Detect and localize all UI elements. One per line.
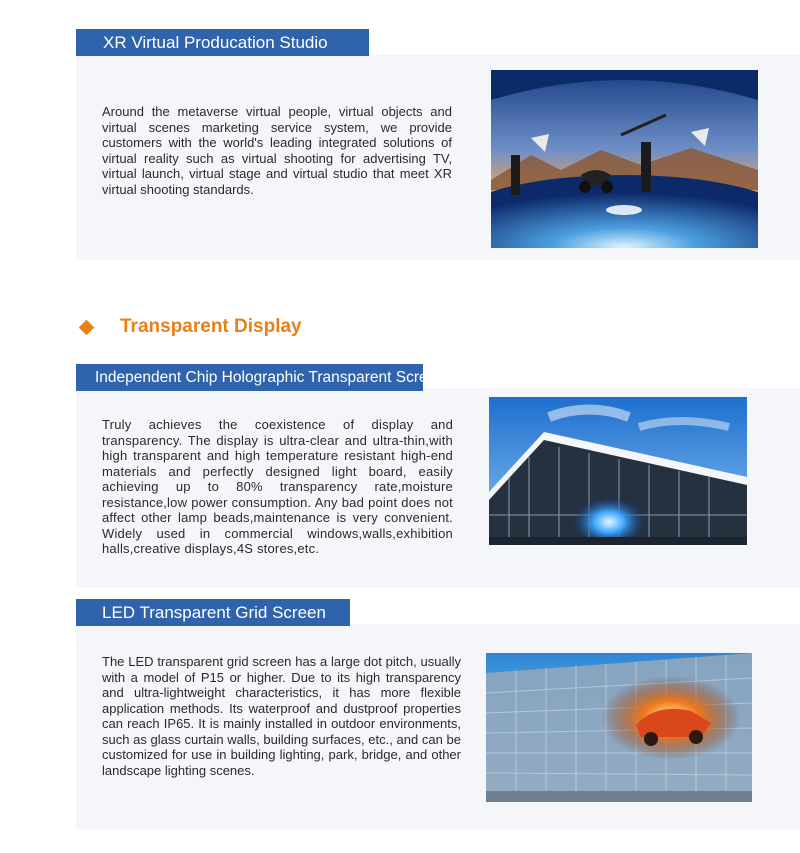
transparent-display-label: Transparent Display <box>120 316 302 337</box>
holographic-screen-tab-title <box>76 364 445 391</box>
holographic-screen-building-photo <box>489 397 747 545</box>
xr-studio-tab-title <box>76 29 369 56</box>
xr-studio-description: Around the metaverse virtual people, virtual objects and virtual scenes marketing service system, we provide customers with the world's leading integrated solutions of virtual reality such as virtual shooting for advertising TV, virtual launch, virtual stage and virtual studio that meet XR virtual shooting standards. <box>102 104 452 197</box>
grid-screen-description: The LED transparent grid screen has a large dot pitch, usually with a model of P15 or higher. Due to its high transparency and ultra-lightweight characteristics, it has more flexible application methods. Its waterproof and dustproof properties can reach IP65. It is mainly installed in outdoor environments, such as glass curtain walls, building surfaces, etc., and can be customized for use in building lighting, park, bridge, and other landscape lighting scenes. <box>102 654 461 778</box>
grid-screen-tab-label: LED Transparent Grid Screen <box>102 602 326 622</box>
transparent-display-heading <box>78 314 302 340</box>
xr-studio-photo <box>491 70 758 248</box>
holographic-screen-tab-label: Independent Chip Holographic Transparent Screen <box>95 368 445 386</box>
holographic-screen-description: Truly achieves the coexistence of display and transparency. The display is ultra-clear and ultra-thin,with high transparent and high temperature resistant high-end materials and perfectly designed light board, easily achieving up to 80% transparency rate,moisture resistance,low power consumption. Any bad point does not affect other lamp beads,maintenance is very convenient. Widely used in commercial windows,walls,exhibition halls,creative displays,4S stores,etc. <box>102 417 453 556</box>
xr-studio-tab-label: XR Virtual Producation Studio <box>103 32 328 52</box>
diamond-bullet-icon <box>79 319 95 335</box>
grid-screen-facade-photo <box>486 653 752 802</box>
grid-screen-tab-title <box>76 599 350 626</box>
